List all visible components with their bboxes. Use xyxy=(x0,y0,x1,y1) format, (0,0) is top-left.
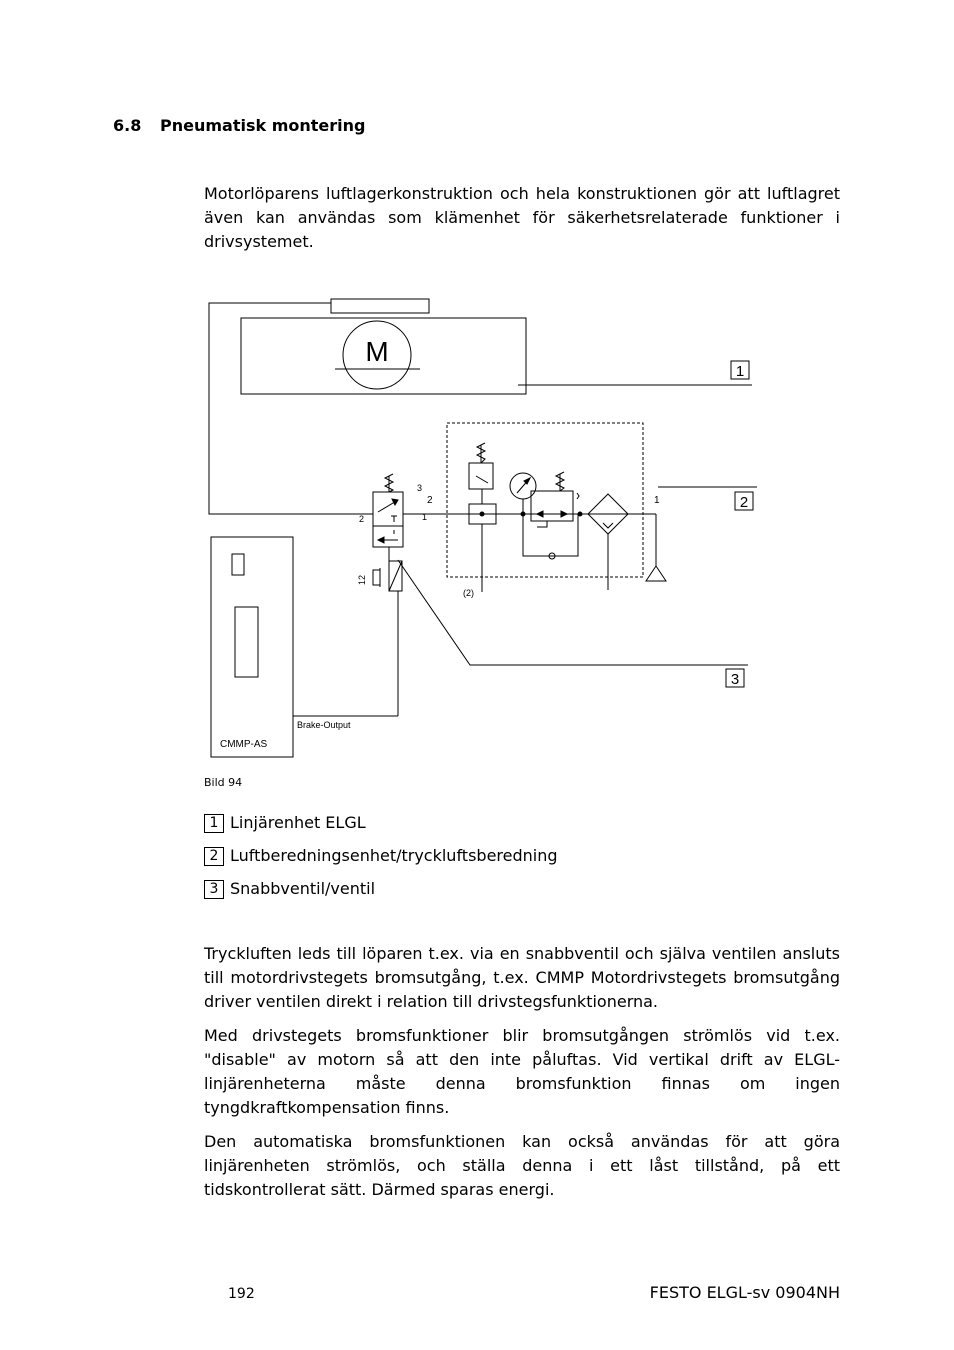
legend-text: Linjärenhet ELGL xyxy=(230,813,366,832)
brake-output-label: Brake-Output xyxy=(297,720,351,730)
intro-paragraph: Motorlöparens luftlagerkonstruktion och hela konstruktionen gör att luftlagret även kan användas som klämenhet för säkerhetsrelaterade funktioner i drivsystemet. xyxy=(204,184,840,251)
section-title: Pneumatisk montering xyxy=(160,116,366,135)
service-unit xyxy=(403,423,666,592)
svg-text:3: 3 xyxy=(417,483,423,493)
svg-text:2: 2 xyxy=(359,514,365,524)
legend-number-box: 1 xyxy=(204,814,224,833)
svg-text:2: 2 xyxy=(427,495,433,506)
section-number: 6.8 xyxy=(113,116,142,135)
legend-item xyxy=(204,813,366,833)
legend-number-box: 2 xyxy=(204,847,224,866)
slide-rect xyxy=(331,299,429,313)
legend-item xyxy=(204,846,558,866)
svg-text:(2): (2) xyxy=(463,588,474,598)
document-id: FESTO ELGL-sv 0904NH xyxy=(649,1283,840,1302)
body-paragraph: Med drivstegets bromsfunktioner blir bromsutgången strömlös vid t.ex. "disable" av motorn så att den inte påluftas. Vid vertikal drift av ELGL-linjärenheterna måste denna bromsfunktion finnas om ingen tyngdkraftkompensation finns. xyxy=(204,1026,840,1117)
svg-text:1: 1 xyxy=(654,495,660,506)
legend-number-box: 3 xyxy=(204,880,224,899)
page-number: 192 xyxy=(228,1286,255,1302)
svg-text:2: 2 xyxy=(739,494,749,511)
body-paragraph: Den automatiska bromsfunktionen kan också användas för att göra linjärenheten strömlös, och ställa denna i ett låst tillstånd, på ett tidskontrollerat sätt. Därmed sparas energi. xyxy=(204,1132,840,1199)
svg-text:3: 3 xyxy=(730,671,740,688)
body-paragraph: Tryckluften leds till löparen t.ex. via en snabbventil och själva ventilen ansluts till motordrivstegets bromsutgång, t.ex. CMMP Motordrivstegets bromsutgång driver ventilen direkt i relation till drivstegsfunktionerna. xyxy=(204,944,840,1011)
legend-text: Luftberedningsenhet/tryckluftsberedning xyxy=(230,846,558,865)
controller-label: CMMP-AS xyxy=(220,739,268,750)
legend-item xyxy=(204,879,375,899)
legend-text: Snabbventil/ventil xyxy=(230,879,376,898)
svg-text:1: 1 xyxy=(735,363,745,380)
solenoid-valve xyxy=(373,474,403,716)
figure-caption: Bild 94 xyxy=(204,776,243,789)
svg-text:1: 1 xyxy=(422,512,428,522)
motor-symbol: M xyxy=(365,336,389,367)
svg-text:12: 12 xyxy=(357,574,367,585)
